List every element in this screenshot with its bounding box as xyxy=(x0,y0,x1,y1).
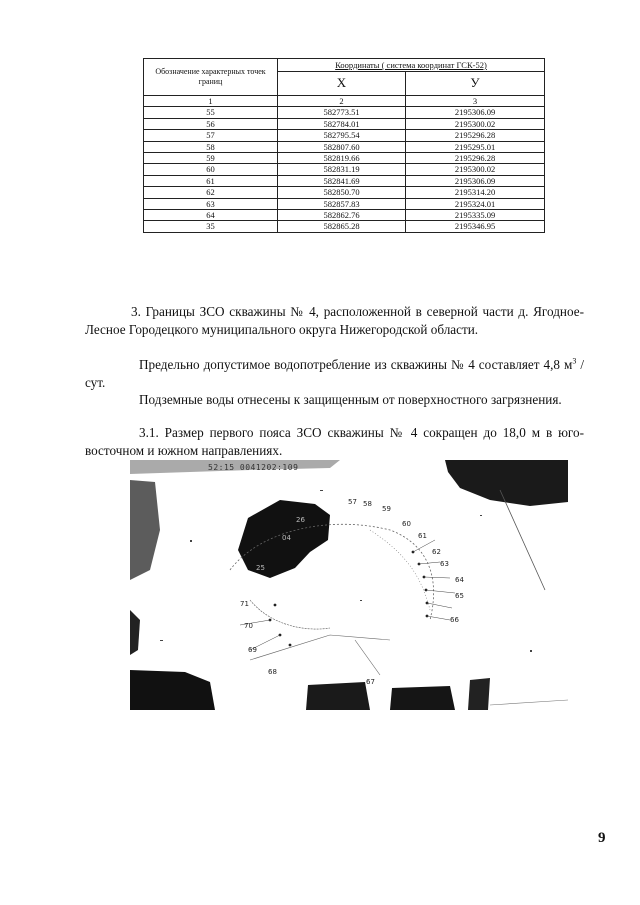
paragraph-section-3: 3. Границы ЗСО скважины № 4, расположенной в северной части д. Ягодное-Лесное Городецкого муниципального округа Нижегородской области. xyxy=(85,304,584,337)
coordinates-table xyxy=(143,58,545,233)
page-number: 9 xyxy=(598,830,606,846)
cell-y: 2195300.02 xyxy=(406,118,545,129)
table-row xyxy=(144,187,545,198)
cell-x: 582831.19 xyxy=(278,164,406,175)
cell-x: 582857.83 xyxy=(278,198,406,209)
map-label-65: 65 xyxy=(455,592,464,600)
header-x: X xyxy=(278,72,406,96)
map-inner-circle-left xyxy=(250,600,330,629)
table-row xyxy=(144,141,545,152)
cell-point: 56 xyxy=(144,118,278,129)
map-dark-left-mid xyxy=(130,610,140,655)
cell-y: 2195324.01 xyxy=(406,198,545,209)
cell-point: 63 xyxy=(144,198,278,209)
cell-point: 55 xyxy=(144,107,278,118)
table-row xyxy=(144,175,545,186)
cell-point: 57 xyxy=(144,130,278,141)
table-row xyxy=(144,118,545,129)
map-label-58: 58 xyxy=(363,500,372,508)
cell-point: 60 xyxy=(144,164,278,175)
table-row xyxy=(144,221,545,232)
map-label-69: 69 xyxy=(248,646,257,654)
col-num-1: 1 xyxy=(144,96,278,107)
map-line-diag xyxy=(355,640,380,675)
cell-y: 2195346.95 xyxy=(406,221,545,232)
cell-point: 35 xyxy=(144,221,278,232)
cell-point: 59 xyxy=(144,153,278,164)
map-label-04: 04 xyxy=(282,534,291,542)
cell-point: 62 xyxy=(144,187,278,198)
cell-x: 582841.69 xyxy=(278,175,406,186)
map-label-71: 71 xyxy=(240,600,249,608)
col-num-3: 3 xyxy=(406,96,545,107)
header-coordinates: Координаты ( система координат ГСК-52) xyxy=(278,59,545,72)
cell-y: 2195314.20 xyxy=(406,187,545,198)
cell-y: 2195306.09 xyxy=(406,175,545,186)
cell-x: 582819.66 xyxy=(278,153,406,164)
cell-point: 58 xyxy=(144,141,278,152)
table-row xyxy=(144,107,545,118)
map-dark-left-top xyxy=(130,480,160,580)
cell-x: 582865.28 xyxy=(278,221,406,232)
cell-y: 2195296.28 xyxy=(406,153,545,164)
map-dark-bottom-right xyxy=(468,678,490,710)
map-cadastral-number: 52:15 0041202:109 xyxy=(208,463,299,472)
map-label-26: 26 xyxy=(296,516,305,524)
cell-x: 582850.70 xyxy=(278,187,406,198)
cell-point: 61 xyxy=(144,175,278,186)
map-label-62: 62 xyxy=(432,548,441,556)
paragraph-water-consumption xyxy=(85,356,584,391)
cell-y: 2195300.02 xyxy=(406,164,545,175)
cell-x: 582807.60 xyxy=(278,141,406,152)
cell-y: 2195296.28 xyxy=(406,130,545,141)
map-label-70: 70 xyxy=(244,622,253,630)
cubic-superscript: 3 xyxy=(572,356,577,366)
table-row xyxy=(144,198,545,209)
cadastral-map-scan xyxy=(130,460,568,710)
map-dark-bottom-mid-1 xyxy=(306,682,370,710)
map-label-64: 64 xyxy=(455,576,464,584)
map-label-60: 60 xyxy=(402,520,411,528)
coordinates-table-body xyxy=(144,107,545,232)
map-line-lower xyxy=(250,635,390,660)
col-num-2: 2 xyxy=(278,96,406,107)
table-row xyxy=(144,153,545,164)
cell-y: 2195295.01 xyxy=(406,141,545,152)
table-row xyxy=(144,164,545,175)
map-dark-right-top xyxy=(445,460,568,506)
map-label-61: 61 xyxy=(418,532,427,540)
header-designation: Обозначение характерных точек границ xyxy=(144,59,278,96)
paragraph-groundwater: Подземные воды отнесены к защищенным от поверхностного загрязнения. xyxy=(139,392,562,408)
consumption-text: Предельно допустимое водопотребление из скважины № 4 составляет 4,8 м xyxy=(139,357,573,373)
map-label-66: 66 xyxy=(450,616,459,624)
cell-x: 582773.51 xyxy=(278,107,406,118)
paragraph-section-3-1: 3.1. Размер первого пояса ЗСО скважины № 4 сокращен до 18,0 м в юго-восточном и южном направлениях. xyxy=(85,425,584,458)
cell-x: 582795.54 xyxy=(278,130,406,141)
map-line-right xyxy=(490,700,568,705)
consumption-unit: /сут. xyxy=(85,357,584,390)
cell-y: 2195335.09 xyxy=(406,210,545,221)
map-label-59: 59 xyxy=(382,505,391,513)
map-dark-bottom-mid-2 xyxy=(390,686,455,710)
cell-x: 582784.01 xyxy=(278,118,406,129)
table-row xyxy=(144,210,545,221)
cell-point: 64 xyxy=(144,210,278,221)
map-label-57: 57 xyxy=(348,498,357,506)
table-row xyxy=(144,130,545,141)
header-y: У xyxy=(406,72,545,96)
cell-x: 582862.76 xyxy=(278,210,406,221)
map-label-63: 63 xyxy=(440,560,449,568)
map-label-67: 67 xyxy=(366,678,375,686)
map-label-68: 68 xyxy=(268,668,277,676)
map-label-25: 25 xyxy=(256,564,265,572)
map-scan-specks xyxy=(160,490,532,652)
cell-y: 2195306.09 xyxy=(406,107,545,118)
map-boundary-arc-2 xyxy=(370,530,430,610)
map-dark-bottom-left xyxy=(130,670,215,710)
